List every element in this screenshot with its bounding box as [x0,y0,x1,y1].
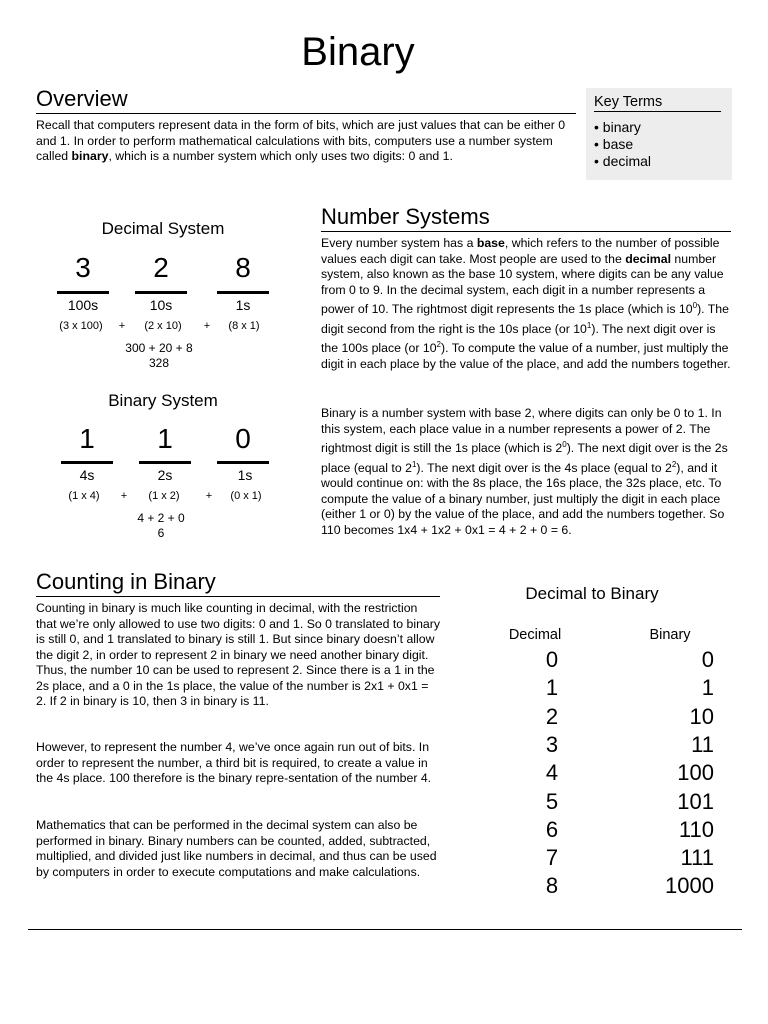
binary-digit: 0 [235,423,251,454]
sum-expression: 300 + 20 + 8 [125,341,193,355]
place-bar [57,291,109,294]
place-label: 100s [67,297,99,313]
decimal-cell: 5 [545,789,559,814]
binary-cell: 100 [677,760,714,785]
sum-result: 328 [148,356,170,370]
key-term-item: • decimal [594,153,652,169]
place-product: (1 x 2) [148,490,180,502]
place-product: (0 x 1) [230,490,262,502]
number-systems-paragraph-2: Binary is a number system with base 2, where digits can only be 0 to 1. In this system, each place value in a number represents a power of 2. The rightmost digit is still the 1s place (which is $2^0$). The next digit over is the 2s place (equal to $2^1$). The next digit over is the 4s place (equal to $2^2$), and it would continue on: with the 8s place, the 16s place, the 32s place, etc. To compute the value of a binary number, just multiply the digit in each place (either 1 or 0) by the value of the place, and add the numbers together. So 110 becomes 1x4 + 1x2 + 0x1 = 4 + 2 + 0 = 6. [321,406,728,537]
plus-sign: + [118,320,126,332]
place-label: 1s [237,467,253,483]
decimal-column-header: Decimal [508,627,562,643]
number-systems-heading: Number Systems [321,204,731,232]
binary-cell: 10 [689,704,714,729]
decimal-digit: 8 [235,252,251,283]
bottom-divider [28,929,742,930]
counting-paragraph-2: However, to represent the number 4, we’ve once again run out of bits. In order to represent the number, a third bit is required, to create a value in the 4s place. 100 therefore is the binary repre-sentation of the number 4. [36,740,432,785]
counting-heading: Counting in Binary [36,569,440,597]
decimal-cell: 3 [545,732,559,757]
decimal-digit: 2 [153,252,169,283]
binary-digit: 1 [79,423,95,454]
place-label: 1s [235,297,251,313]
place-label: 2s [157,467,173,483]
conversion-table-heading: Decimal to Binary [525,584,659,603]
counting-paragraph-1: Counting in binary is much like counting in decimal, with the restriction that we’re only allowed to use two digits: 0 and 1. So 0 translated to binary is still 0, and 1 translated to binary is still 1. But since binary doesn’t allow the digit 2, in order to represent 2 in binary we need another binary digit. Thus, the number 10 can be used to represent 2. Since there is a 1 in the 2s place, and a 0 in the 1s place, the value of the number is 2x1 + 0x1 = 2. If 2 in binary is 10, then 3 in binary is 11. [36,601,440,708]
key-terms-heading: Key Terms [594,94,721,112]
decimal-cell: 0 [545,647,559,672]
decimal-cell: 7 [545,845,559,870]
binary-cell: 1000 [665,873,714,898]
sum-result: 6 [157,526,165,540]
decimal-cell: 6 [545,817,559,842]
binary-cell: 1 [701,675,714,700]
page-title: Binary [301,30,415,74]
binary-cell: 11 [691,732,714,757]
plus-sign: + [205,490,213,502]
number-systems-paragraph-1: Every number system has a base, which refers to the number of possible values each digit can take. Most people are used to the decimal number system, also known as the base 10 system, where digits can be any value from 0 to 9. In the decimal system, each digit in a number represents a power of 10. The rightmost digit represents the 1s place (which is $10^0$). The digit second from the right is the 10s place (or $10^1$). The next digit over is the 100s place (or $10^2$). To compute the value of a number, just multiply the digit in each place by the value of the place, and add the numbers together. [321,236,731,371]
plus-sign: + [203,320,211,332]
sum-expression: 4 + 2 + 0 [137,511,185,525]
place-bar [217,291,269,294]
place-label: 4s [79,467,95,483]
place-label: 10s [149,297,173,313]
plus-sign: + [120,490,128,502]
key-terms-box [586,88,732,180]
counting-paragraph-3: Mathematics that can be performed in the decimal system can also be performed in binary. Binary numbers can be counted, added, subtracted, multiplied, and divided just like numbers in decimal, and thus can be used by computers in order to execute computations and make calculations. [36,818,437,879]
conversion-table [522,647,714,897]
binary-cell: 0 [701,647,714,672]
binary-cell: 101 [677,789,714,814]
key-term-item: • base [594,136,634,152]
key-term-item: • binary [594,119,641,135]
binary-cell: 110 [678,817,714,842]
place-product: (3 x 100) [59,320,103,332]
decimal-cell: 8 [545,873,559,898]
binary-digit: 1 [157,423,173,454]
binary-column-header: Binary [649,627,691,643]
overview-heading: Overview [36,86,576,114]
place-product: (8 x 1) [228,320,260,332]
place-bar [217,461,269,464]
binary-cell: 111 [680,845,714,870]
place-bar [135,291,187,294]
place-bar [61,461,113,464]
decimal-cell: 1 [545,675,559,700]
decimal-cell: 2 [545,704,559,729]
decimal-cell: 4 [545,760,559,785]
place-product: (2 x 10) [144,320,182,332]
decimal-digit: 3 [75,252,91,283]
place-bar [139,461,191,464]
overview-text: Recall that computers represent data in the form of bits, which are just values that can be either 0 and 1. In order to perform mathematical calculations with bits, computers use a number system called binary, which is a number system which only uses two digits: 0 and 1. [36,118,566,163]
key-terms-list [594,119,651,170]
binary-system-heading: Binary System [108,391,218,410]
decimal-system-heading: Decimal System [101,219,225,238]
place-product: (1 x 4) [68,490,100,502]
